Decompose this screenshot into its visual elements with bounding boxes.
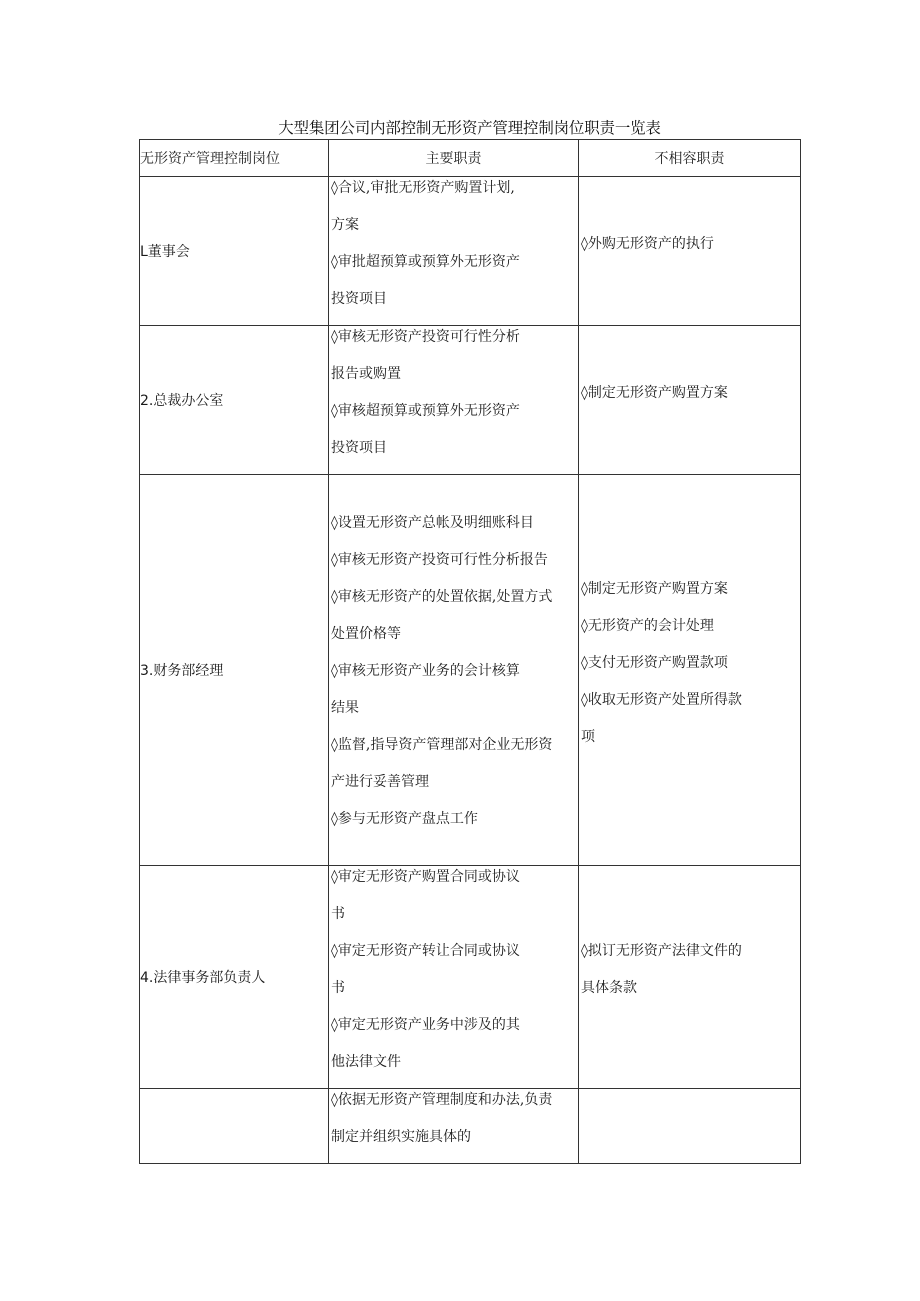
incompatible-line: ◊拟订无形资产法律文件的 [581, 943, 742, 959]
header-duty: 主要职责 [329, 140, 579, 177]
table-row [140, 326, 801, 475]
incompatible-line: ◊支付无形资产购置款项 [581, 654, 728, 671]
duty-cell [329, 866, 579, 1089]
duty-line: 书 [331, 980, 345, 996]
post-cell: 4.法律事务部负责人 [140, 866, 329, 1089]
duty-line: ◊审定无形资产业务中涉及的其 [331, 1017, 520, 1033]
duty-line: 产进行妥善管理 [331, 774, 429, 790]
duty-line: 结果 [331, 700, 359, 716]
duty-line: ◊审批超预算或预算外无形资产 [331, 254, 520, 270]
duty-line: ◊审核超预算或预算外无形资产 [331, 403, 520, 419]
duty-table [139, 139, 801, 1164]
post-cell [140, 1089, 329, 1164]
incompatible-cell [579, 1089, 801, 1164]
document-title: 大型集团公司内部控制无形资产管理控制岗位职责一览表 [278, 119, 661, 137]
duty-line: 方案 [331, 217, 359, 233]
duty-line: ◊审定无形资产购置合同或协议 [331, 869, 520, 885]
incompatible-cell [579, 326, 801, 475]
table-row [140, 1089, 801, 1164]
duty-line: 投资项目 [331, 291, 387, 307]
duty-cell [329, 1089, 579, 1164]
duty-cell [329, 177, 579, 326]
incompatible-cell [579, 177, 801, 326]
incompatible-line: 项 [581, 728, 595, 745]
header-post: 无形资产管理控制岗位 [140, 140, 329, 177]
post-cell: 2.总裁办公室 [140, 326, 329, 475]
duty-line: 书 [331, 906, 345, 922]
duty-line: ◊参与无形资产盘点工作 [331, 811, 478, 827]
duty-line: ◊合议,审批无形资产购置计划, [331, 180, 515, 196]
post-cell: 3.财务部经理 [140, 475, 329, 866]
incompatible-cell [579, 866, 801, 1089]
duty-line: ◊审核无形资产投资可行性分析报告 [331, 552, 548, 568]
table-row [140, 866, 801, 1089]
duty-line: ◊监督,指导资产管理部对企业无形资 [331, 737, 553, 753]
duty-line: 报告或购置 [331, 366, 401, 382]
duty-line: 投资项目 [331, 440, 387, 456]
duty-line: ◊审核无形资产投资可行性分析 [331, 329, 520, 345]
duty-line: 他法律文件 [331, 1054, 401, 1070]
incompatible-line: ◊外购无形资产的执行 [581, 235, 714, 252]
incompatible-cell [579, 475, 801, 866]
duty-line: ◊审核无形资产业务的会计核算 [331, 663, 520, 679]
duty-line: ◊依据无形资产管理制度和办法,负责 [331, 1092, 553, 1108]
duty-line: ◊审核无形资产的处置依据,处置方式 [331, 589, 553, 605]
incompatible-line: ◊制定无形资产购置方案 [581, 580, 728, 597]
duty-line: ◊审定无形资产转让合同或协议 [331, 943, 520, 959]
table-row [140, 177, 801, 326]
post-cell: L董事会 [140, 177, 329, 326]
incompatible-line: 具体条款 [581, 980, 637, 996]
header-incompatible: 不相容职责 [579, 140, 801, 177]
duty-cell [329, 475, 579, 866]
incompatible-line: ◊制定无形资产购置方案 [581, 384, 728, 401]
incompatible-line: ◊收取无形资产处置所得款 [581, 691, 742, 708]
duty-line: 处置价格等 [331, 626, 401, 642]
duty-line: 制定并组织实施具体的 [331, 1129, 471, 1145]
table-header-row [140, 140, 801, 177]
duty-line: ◊设置无形资产总帐及明细账科目 [331, 515, 534, 531]
incompatible-line: ◊无形资产的会计处理 [581, 617, 714, 634]
table-row [140, 475, 801, 866]
duty-cell [329, 326, 579, 475]
